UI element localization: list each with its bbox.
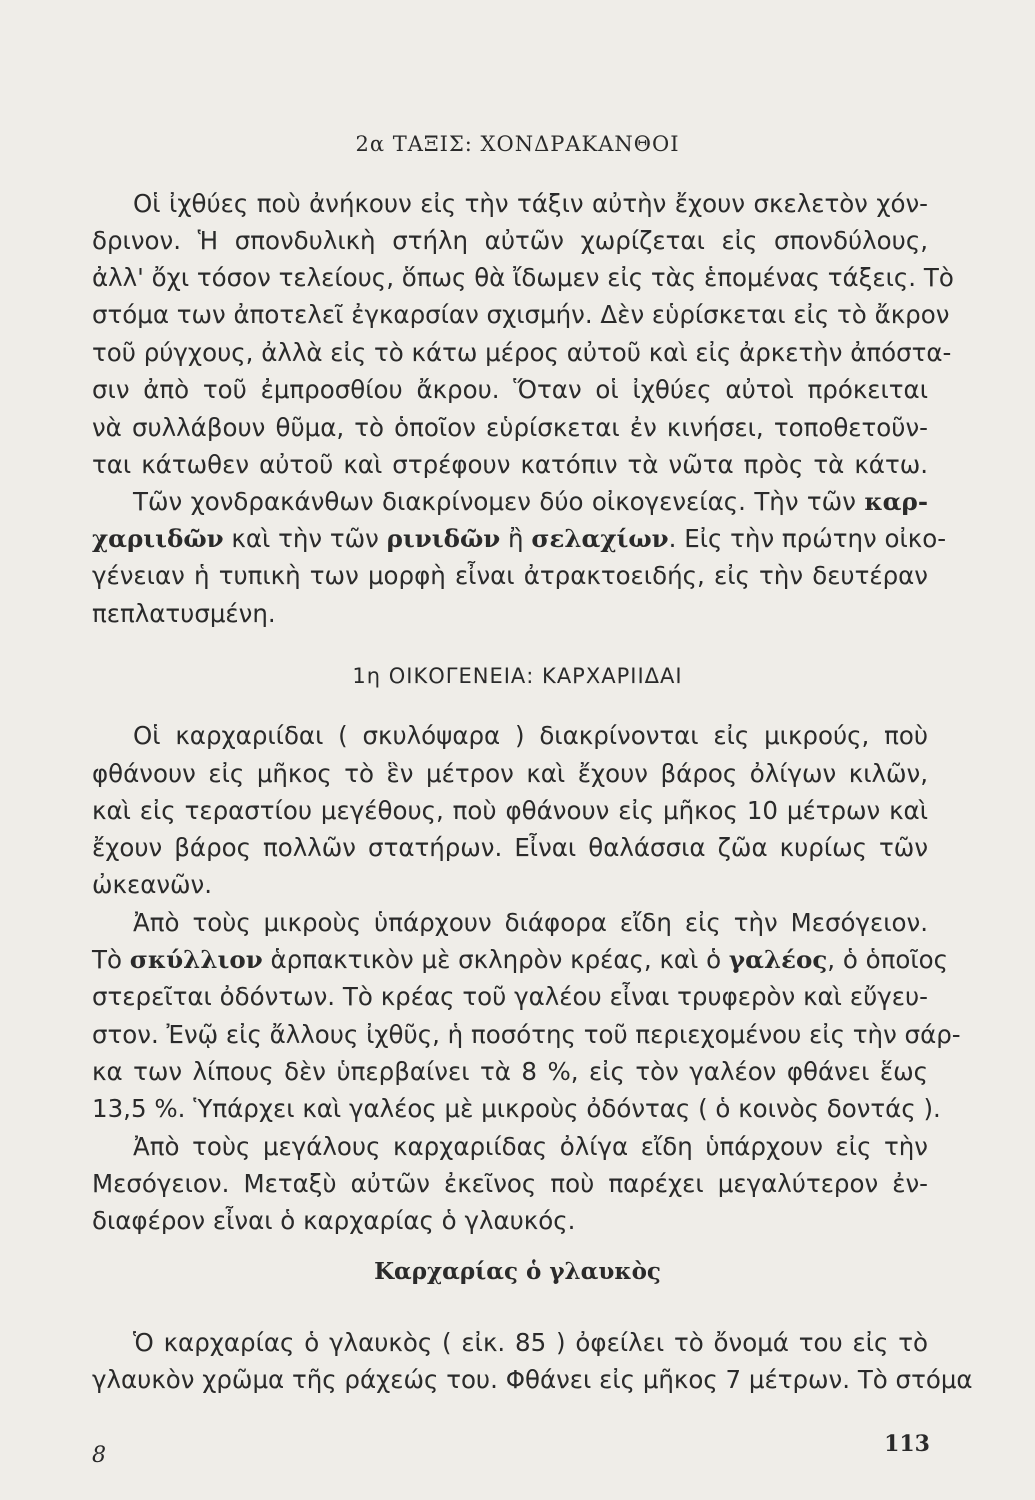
text-run: . Εἰς τὴν πρώτην οἰκο- [668,524,947,553]
bold-term: ρινιδῶν [386,524,501,553]
text-line: Μεσόγειον. Μεταξὺ αὐτῶν ἐκεῖνος ποὺ παρέχει μεγαλύτερον ἐν- [92,1169,928,1198]
bold-term: χαριιδῶν [92,524,224,553]
text-line: κα των λίπους δὲν ὑπερβαίνει τὰ 8 %, εἰς τὸν γαλέον φθάνει ἕως [92,1057,928,1086]
text-run: ἢ [500,524,532,553]
bold-term: καρ- [864,487,928,516]
text-line: γένειαν ἡ τυπικὴ των μορφὴ εἶναι ἀτρακτοειδής, εἰς τὴν δευτέραν [92,561,928,590]
bold-term: σελαχίων [531,524,669,553]
text-line: Οἱ ἰχθύες ποὺ ἀνήκουν εἰς τὴν τάξιν αὐτὴν ἔχουν σκελετὸν χόν- [133,189,928,218]
text-line: στερεῖται ὀδόντων. Τὸ κρέας τοῦ γαλέου εἶναι τρυφερὸν καὶ εὔγευ- [92,982,928,1011]
text-run: ἁρπακτικὸν μὲ σκληρὸν κρέας, καὶ ὁ [262,945,729,974]
family-heading: 1η ΟΙΚΟΓΕΝΕΙΑ: ΚΑΡΧΑΡΙΙΔΑΙ [352,664,683,688]
text-line: ἀλλ' ὄχι τόσον τελείους, ὅπως θὰ ἴδωμεν εἰς τὰς ἑπομένας τάξεις. Τὸ [92,263,954,292]
text-run: , ὁ ὁποῖος [827,945,949,974]
text-line [92,521,947,557]
text-line: Οἱ καρχαριίδαι ( σκυλόψαρα ) διακρίνονται εἰς μικρούς, ποὺ [133,721,928,750]
text-run: Τῶν χονδρακάνθων διακρίνομεν δύο οἰκογενείας. Τὴν τῶν [133,487,865,516]
bold-term: γαλέος [728,945,828,974]
species-heading: Καρχαρίας ὁ γλαυκὸς [374,1258,661,1285]
class-heading: 2α ΤΑΞΙΣ: ΧΟΝΔΡΑΚΑΝΘΟΙ [355,132,680,156]
text-line: νὰ συλλάβουν θῦμα, τὸ ὁποῖον εὑρίσκεται ἐν κινήσει, τοποθετοῦν- [92,413,928,442]
text-line: Ὁ καρχαρίας ὁ γλαυκὸς ( εἰκ. 85 ) ὀφείλει τὸ ὄνομά του εἰς τὸ [133,1328,928,1357]
text-line [133,484,928,520]
text-line: ται κάτωθεν αὐτοῦ καὶ στρέφουν κατόπιν τὰ νῶτα πρὸς τὰ κάτω. [92,450,928,479]
bold-term: σκύλλιον [129,945,263,974]
text-line: στον. Ἐνῷ εἰς ἄλλους ἰχθῦς, ἡ ποσότης τοῦ περιεχομένου εἰς τὴν σάρ- [92,1020,961,1049]
text-line [92,942,949,978]
text-line: καὶ εἰς τεραστίου μεγέθους, ποὺ φθάνουν εἰς μῆκος 10 μέτρων καὶ [92,796,928,825]
signature-mark: 8 [92,1443,106,1468]
text-line: Ἀπὸ τοὺς μεγάλους καρχαριίδας ὀλίγα εἴδη ὑπάρχουν εἰς τὴν [133,1132,928,1161]
text-line: πεπλατυσμένη. [92,599,276,628]
text-line: γλαυκὸν χρῶμα τῆς ράχεώς του. Φθάνει εἰς μῆκος 7 μέτρων. Τὸ στόμα [92,1365,973,1394]
text-line: ἔχουν βάρος πολλῶν στατήρων. Εἶναι θαλάσσια ζῶα κυρίως τῶν [92,833,928,862]
page-number: 113 [884,1431,930,1457]
text-line: διαφέρον εἶναι ὁ καρχαρίας ὁ γλαυκός. [92,1206,576,1235]
text-line: Ἀπὸ τοὺς μικροὺς ὑπάρχουν διάφορα εἴδη εἰς τὴν Μεσόγειον. [133,908,928,937]
text-run: Τὸ [92,945,130,974]
text-line: ὠκεανῶν. [92,870,213,899]
text-line: στόμα των ἀποτελεῖ ἐγκαρσίαν σχισμήν. Δὲν εὑρίσκεται εἰς τὸ ἄκρον [92,300,950,329]
text-line: δρινον. Ἡ σπονδυλικὴ στήλη αὐτῶν χωρίζεται εἰς σπονδύλους, [92,226,928,255]
text-line: φθάνουν εἰς μῆκος τὸ ἓν μέτρον καὶ ἔχουν βάρος ὀλίγων κιλῶν, [92,759,928,788]
text-line: σιν ἀπὸ τοῦ ἐμπροσθίου ἄκρου. Ὅταν οἱ ἰχθύες αὐτοὶ πρόκειται [92,375,928,404]
text-line: 13,5 %. Ὑπάρχει καὶ γαλέος μὲ μικροὺς ὀδόντας ( ὁ κοινὸς δοντάς ). [92,1094,941,1123]
text-line: τοῦ ρύγχους, ἀλλὰ εἰς τὸ κάτω μέρος αὐτοῦ καὶ εἰς ἀρκετὴν ἀπόστα- [92,338,952,367]
text-run: καὶ τὴν τῶν [223,524,387,553]
